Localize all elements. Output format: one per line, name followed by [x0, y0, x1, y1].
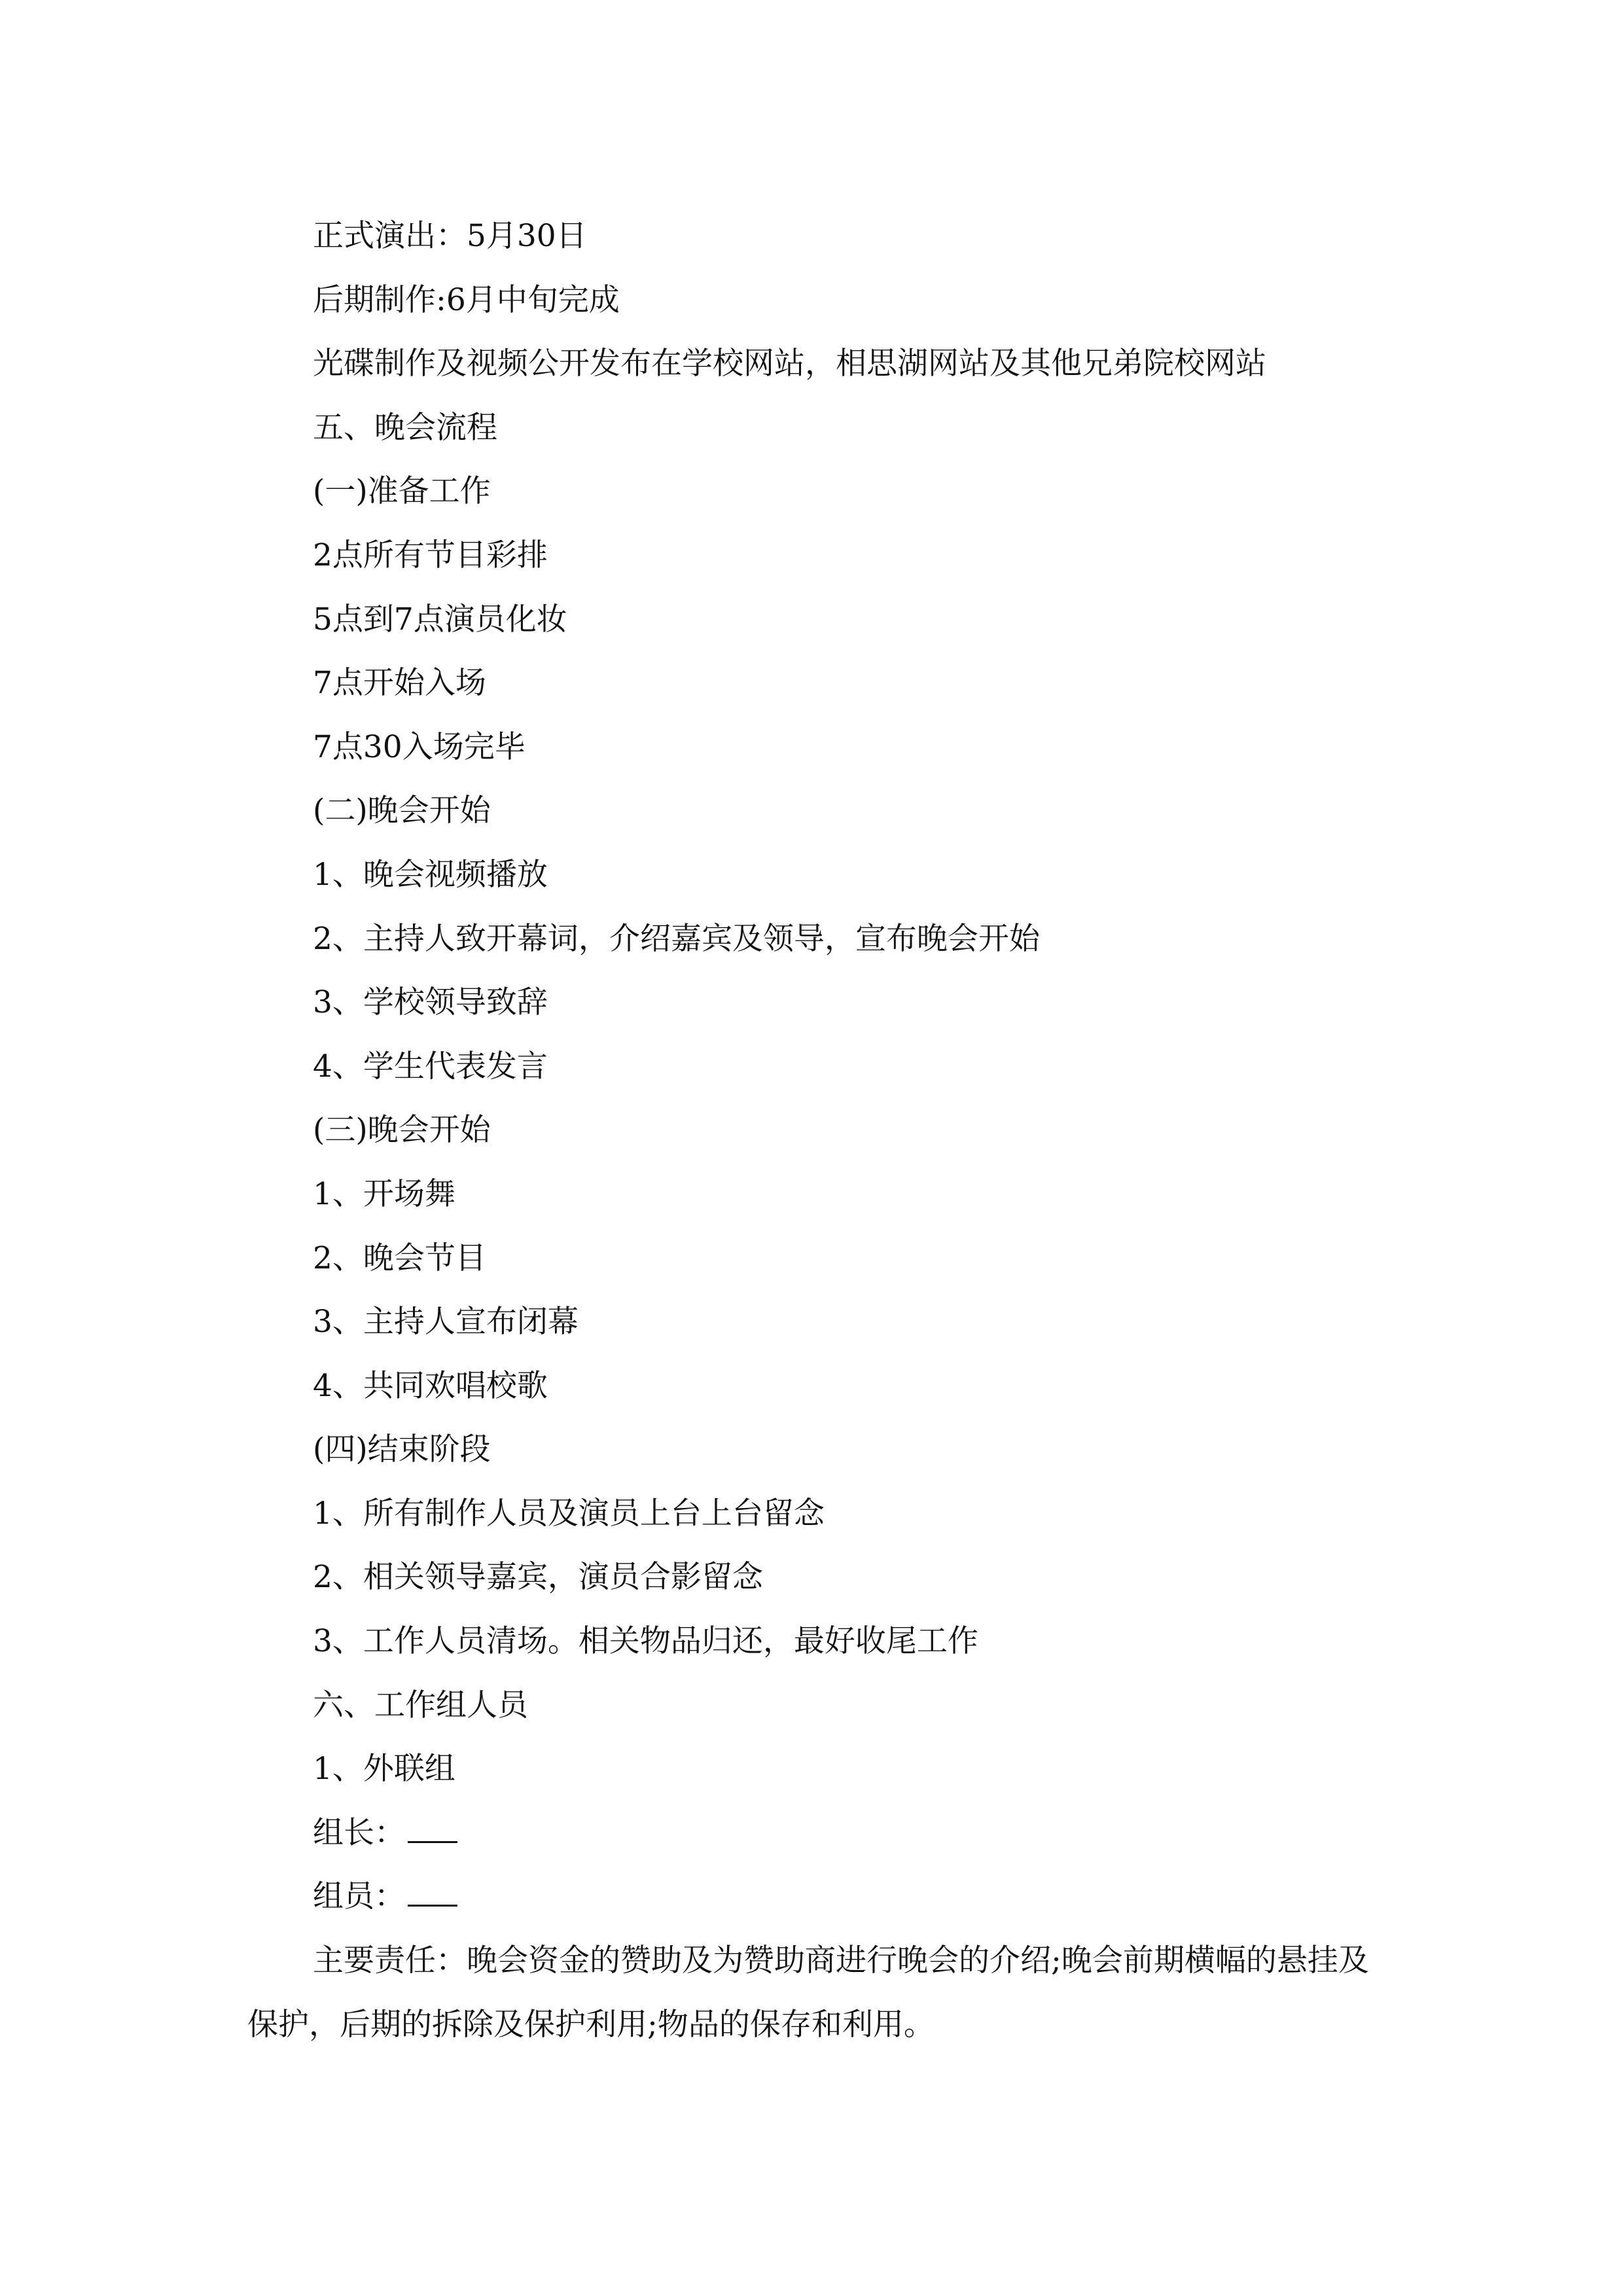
list-item: 1、晚会视频播放 — [313, 856, 548, 893]
list-item: 3、学校领导致辞 — [313, 984, 548, 1021]
member-line — [247, 1865, 1373, 1929]
document-body — [247, 204, 1373, 2056]
leader-label: 组长： — [313, 1814, 405, 1851]
list-item: 4、共同欢唱校歌 — [313, 1367, 548, 1404]
text-line: 正式演出：5月30日 — [313, 218, 587, 254]
leader-blank — [408, 1811, 457, 1843]
text-line: 7点30入场完毕 — [313, 728, 526, 765]
list-item: 1、所有制作人员及演员上台上台留念 — [313, 1495, 825, 1532]
text-line: 2点所有节目彩排 — [313, 537, 548, 573]
subsection-heading: (四)结束阶段 — [313, 1431, 491, 1468]
text-line: 5点到7点演员化妆 — [313, 601, 567, 637]
leader-line — [247, 1801, 1373, 1865]
subsection-heading: (一)准备工作 — [313, 473, 491, 510]
member-blank — [408, 1874, 457, 1907]
responsibility-paragraph: 主要责任：晚会资金的赞助及为赞助商进行晚会的介绍;晚会前期横幅的悬挂及保护，后期的拆除及保护利用;物品的保存和利用。 — [247, 1943, 1369, 2043]
list-item: 3、主持人宣布闭幕 — [313, 1304, 579, 1340]
text-line: 7点开始入场 — [313, 665, 486, 702]
list-item: 1、外联组 — [313, 1751, 455, 1787]
section-heading: 六、工作组人员 — [313, 1687, 528, 1723]
list-item: 3、工作人员清场。相关物品归还，最好收尾工作 — [313, 1623, 978, 1660]
list-item: 2、相关领导嘉宾，演员合影留念 — [313, 1559, 763, 1596]
text-line: 光碟制作及视频公开发布在学校网站，相思湖网站及其他兄弟院校网站 — [313, 346, 1266, 382]
member-label: 组员： — [313, 1878, 405, 1915]
subsection-heading: (二)晚会开始 — [313, 793, 491, 829]
list-item: 4、学生代表发言 — [313, 1048, 548, 1085]
list-item: 1、开场舞 — [313, 1175, 455, 1212]
list-item: 2、主持人致开幕词，介绍嘉宾及领导，宣布晚会开始 — [313, 920, 1040, 957]
text-line: 后期制作:6月中旬完成 — [313, 281, 620, 318]
section-heading: 五、晚会流程 — [313, 409, 497, 446]
list-item: 2、晚会节目 — [313, 1240, 486, 1276]
subsection-heading: (三)晚会开始 — [313, 1112, 491, 1149]
